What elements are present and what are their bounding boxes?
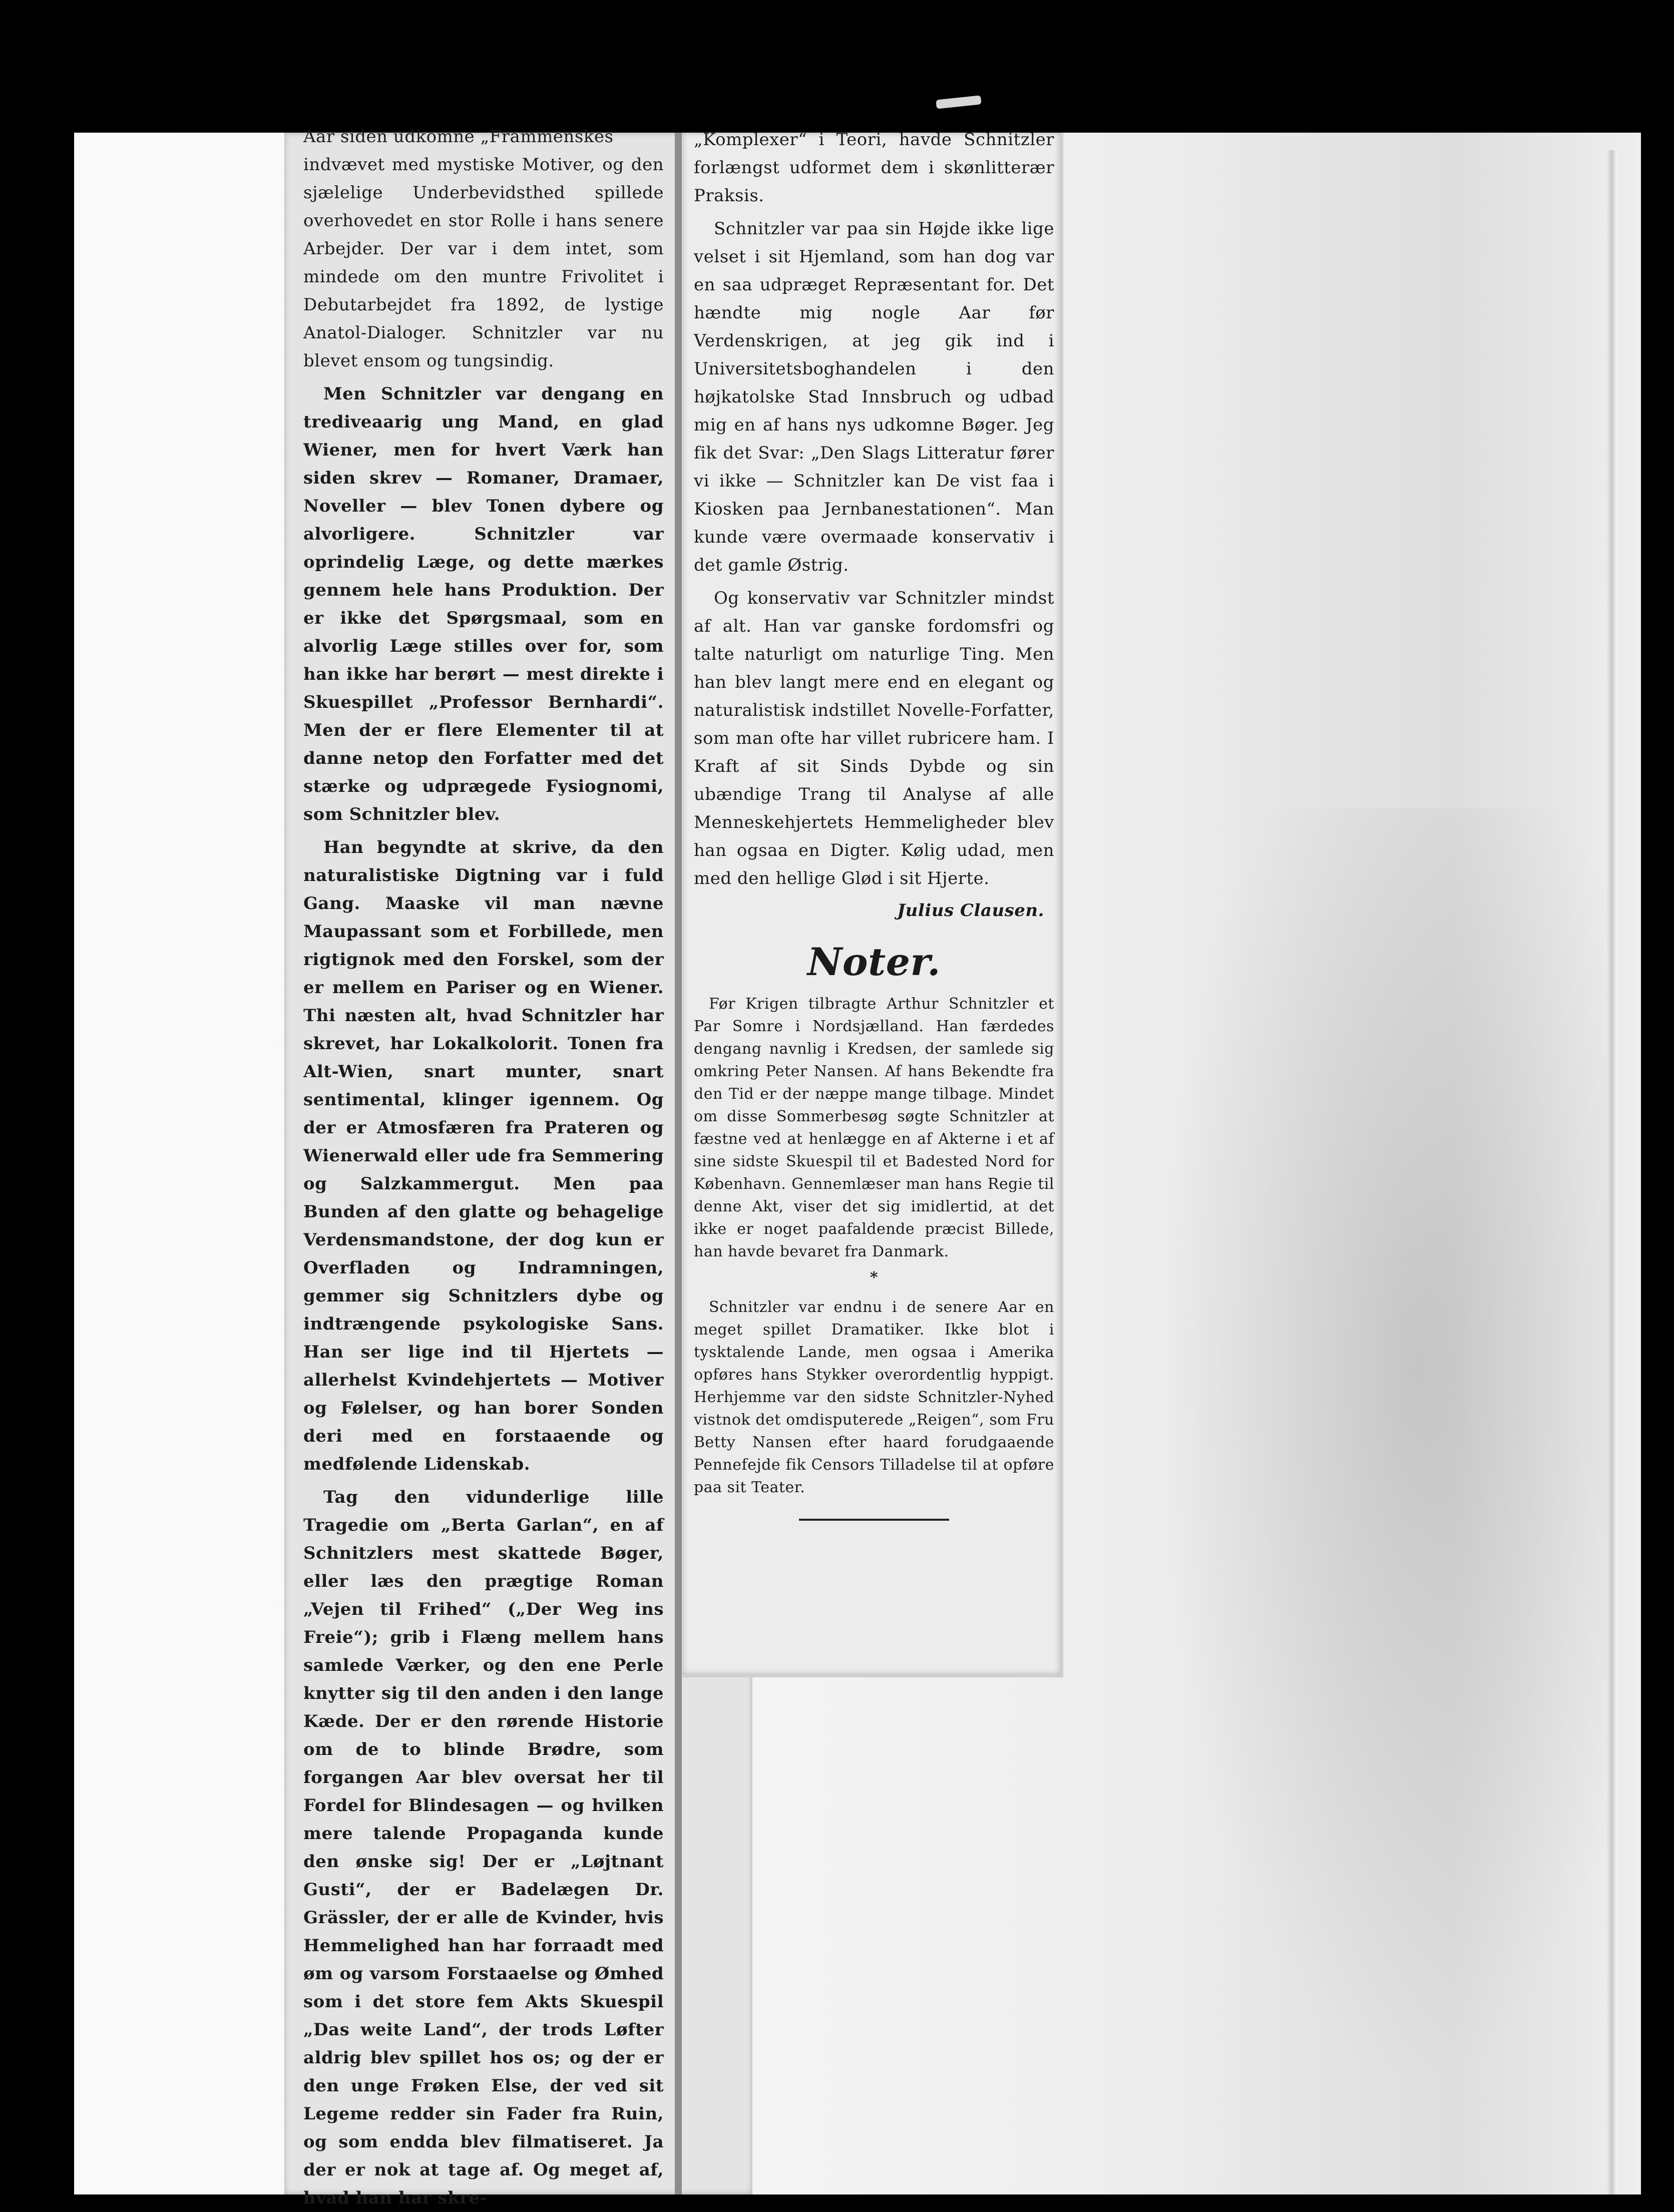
film-scratch-mark	[936, 95, 981, 109]
end-rule	[799, 1519, 949, 1521]
notes-heading: Noter.	[807, 940, 941, 984]
paragraph: Schnitzler var paa sin Højde ikke lige velset i sit Hjemland, som han dog var en saa udpræget Repræsentant for. Det hændte mig nogle Aar før Verdenskrigen, at jeg gik ind i Universitetsboghandelen i den højkatolske Stad Innsbruch og udbad mig en af hans nys udkomne Bøger. Jeg fik det Svar: „Den Slags Litteratur fører vi ikke — Schnitzler kan De vist faa i Kiosken paa Jernbanestationen“. Man kunde være overmaade konservativ i det gamle Østrig.	[694, 219, 1054, 575]
column-gutter	[675, 133, 682, 2194]
paragraph: indvævet med mystiske Motiver, og den sjælelige Underbevidsthed spillede overhovedet en stor Rolle i hans senere Arbejder. Der var i dem intet, som mindede om den muntre Frivolitet i Debutarbejdet fra 1892, de lystige Anatol-Dialoger. Schnitzler var nu blevet ensom og tungsindig.	[303, 155, 664, 371]
notes-section	[694, 993, 1054, 1521]
note-paragraph: Schnitzler var endnu i de senere Aar en meget spillet Dramatiker. Ikke blot i tysktalende Lande, men ogsaa i Amerika opføres hans Stykker overordentlig hyppigt. Herhjemme var den sidste Schnitzler-Nyhed vistnok det omdisputerede „Reigen“, som Fru Betty Nansen efter haard forudgaaende Pennefejde fik Censors Tilladelse til at opføre paa sit Teater.	[694, 1298, 1054, 1496]
paragraph: „Komplexer“ i Teori, havde Schnitzler forlængst udformet dem i skønlitterær Praksis.	[694, 130, 1054, 206]
author-signature: Julius Clausen.	[897, 901, 1044, 921]
note-paragraph: Før Krigen tilbragte Arthur Schnitzler et Par Somre i Nordsjælland. Han færdedes dengang navnlig i Kredsen, der samlede sig omkring Peter Nansen. Af hans Bekendte fra den Tid er der næppe mange tilbage. Mindet om disse Sommerbesøg søgte Schnitzler at fæstne ved at henlægge en af Akterne i et af sine sidste Skuespil til et Badested Nord for København. Gennemlæser man hans Regie til denne Akt, viser det sig imidlertid, at det ikke er noget paafaldende præcist Billede, han havde bevaret fra Danmark.	[694, 995, 1054, 1260]
right-column	[694, 126, 1054, 1521]
paragraph: Men Schnitzler var dengang en trediveaarig ung Mand, en glad Wiener, men for hvert Værk han siden skrev — Romaner, Dramaer, Noveller — blev Tonen dybere og alvorligere. Schnitzler var oprindelig Læge, og dette mærkes gennem hele hans Produktion. Der er ikke det Spørgsmaal, som en alvorlig Læge stilles over for, som han ikke har berørt — mest direkte i Skuespillet „Professor Bernhardi“. Men der er flere Elementer til at danne netop den Forfatter med det stærke og udprægede Fysiognomi, som Schnitzler blev.	[303, 384, 664, 824]
page-edge	[1607, 150, 1617, 2194]
paragraph: Tag den vidunderlige lille Tragedie om „Berta Garlan“, en af Schnitzlers mest skattede Bøger, eller læs den prægtige Roman „Vejen til Frihed“ („Der Weg ins Freie“); grib i Flæng mellem hans samlede Værker, og den ene Perle knytter sig til den anden i den lange Kæde. Der er den rørende Historie om de to blinde Brødre, som forgangen Aar blev oversat her til Fordel for Blindesagen — og hvilken mere talende Propaganda kunde den ønske sig! Der er „Løjtnant Gusti“, der er Badelægen Dr. Grässler, der er alle de Kvinder, hvis Hemmelighed han har forraadt med øm og varsom Forstaaelse og Ømhed som i det store fem Akts Skuespil „Das weite Land“, der trods Løfter aldrig blev spillet hos os; og der er den unge Frøken Else, der ved sit Legeme redder sin Fader fra Ruin, og som endda blev filmatiseret. Ja der er nok at tage af. Og meget af, hvad han har skre-	[303, 1487, 664, 2208]
paragraph: Han begyndte at skrive, da den naturalistiske Digtning var i fuld Gang. Maaske vil man nævne Maupassant som et Forbillede, men rigtignok med den Forskel, som der er mellem en Pariser og en Wiener. Thi næsten alt, hvad Schnitzler har skrevet, har Lokalkolorit. Tonen fra Alt-Wien, snart munter, snart sentimental, klinger igennem. Og der er Atmosfæren fra Prateren og Wienerwald eller ude fra Semmering og Salzkammergut. Men paa Bunden af den glatte og behagelige Verdensmandstone, der dog kun er Overfladen og Indramningen, gemmer sig Schnitzlers dybe og indtrængende psykologiske Sans. Han ser lige ind til Hjertets — allerhelst Kvindehjertets — Motiver og Følelser, og han borer Sonden deri med en forstaaende og medfølende Lidenskab.	[303, 837, 664, 1474]
scanned-page	[74, 127, 1641, 2208]
section-separator: *	[870, 1269, 879, 1286]
paragraph: Og konservativ var Schnitzler mindst af alt. Han var ganske fordomsfri og talte naturligt om naturlige Ting. Men han blev langt mere end en elegant og naturalistisk indstillet Novelle-Forfatter, som man ofte har villet rubricere ham. I Kraft af sit Sinds Dybde og sin ubændige Trang til Analyse af alle Menneskehjertets Hemmeligheder blev han ogsaa en Digter. Kølig udad, men med den hellige Glød i sit Hjerte.	[694, 588, 1054, 889]
left-column	[303, 123, 664, 2212]
paragraph: Aar siden udkomne „Frammenskes	[303, 127, 614, 147]
